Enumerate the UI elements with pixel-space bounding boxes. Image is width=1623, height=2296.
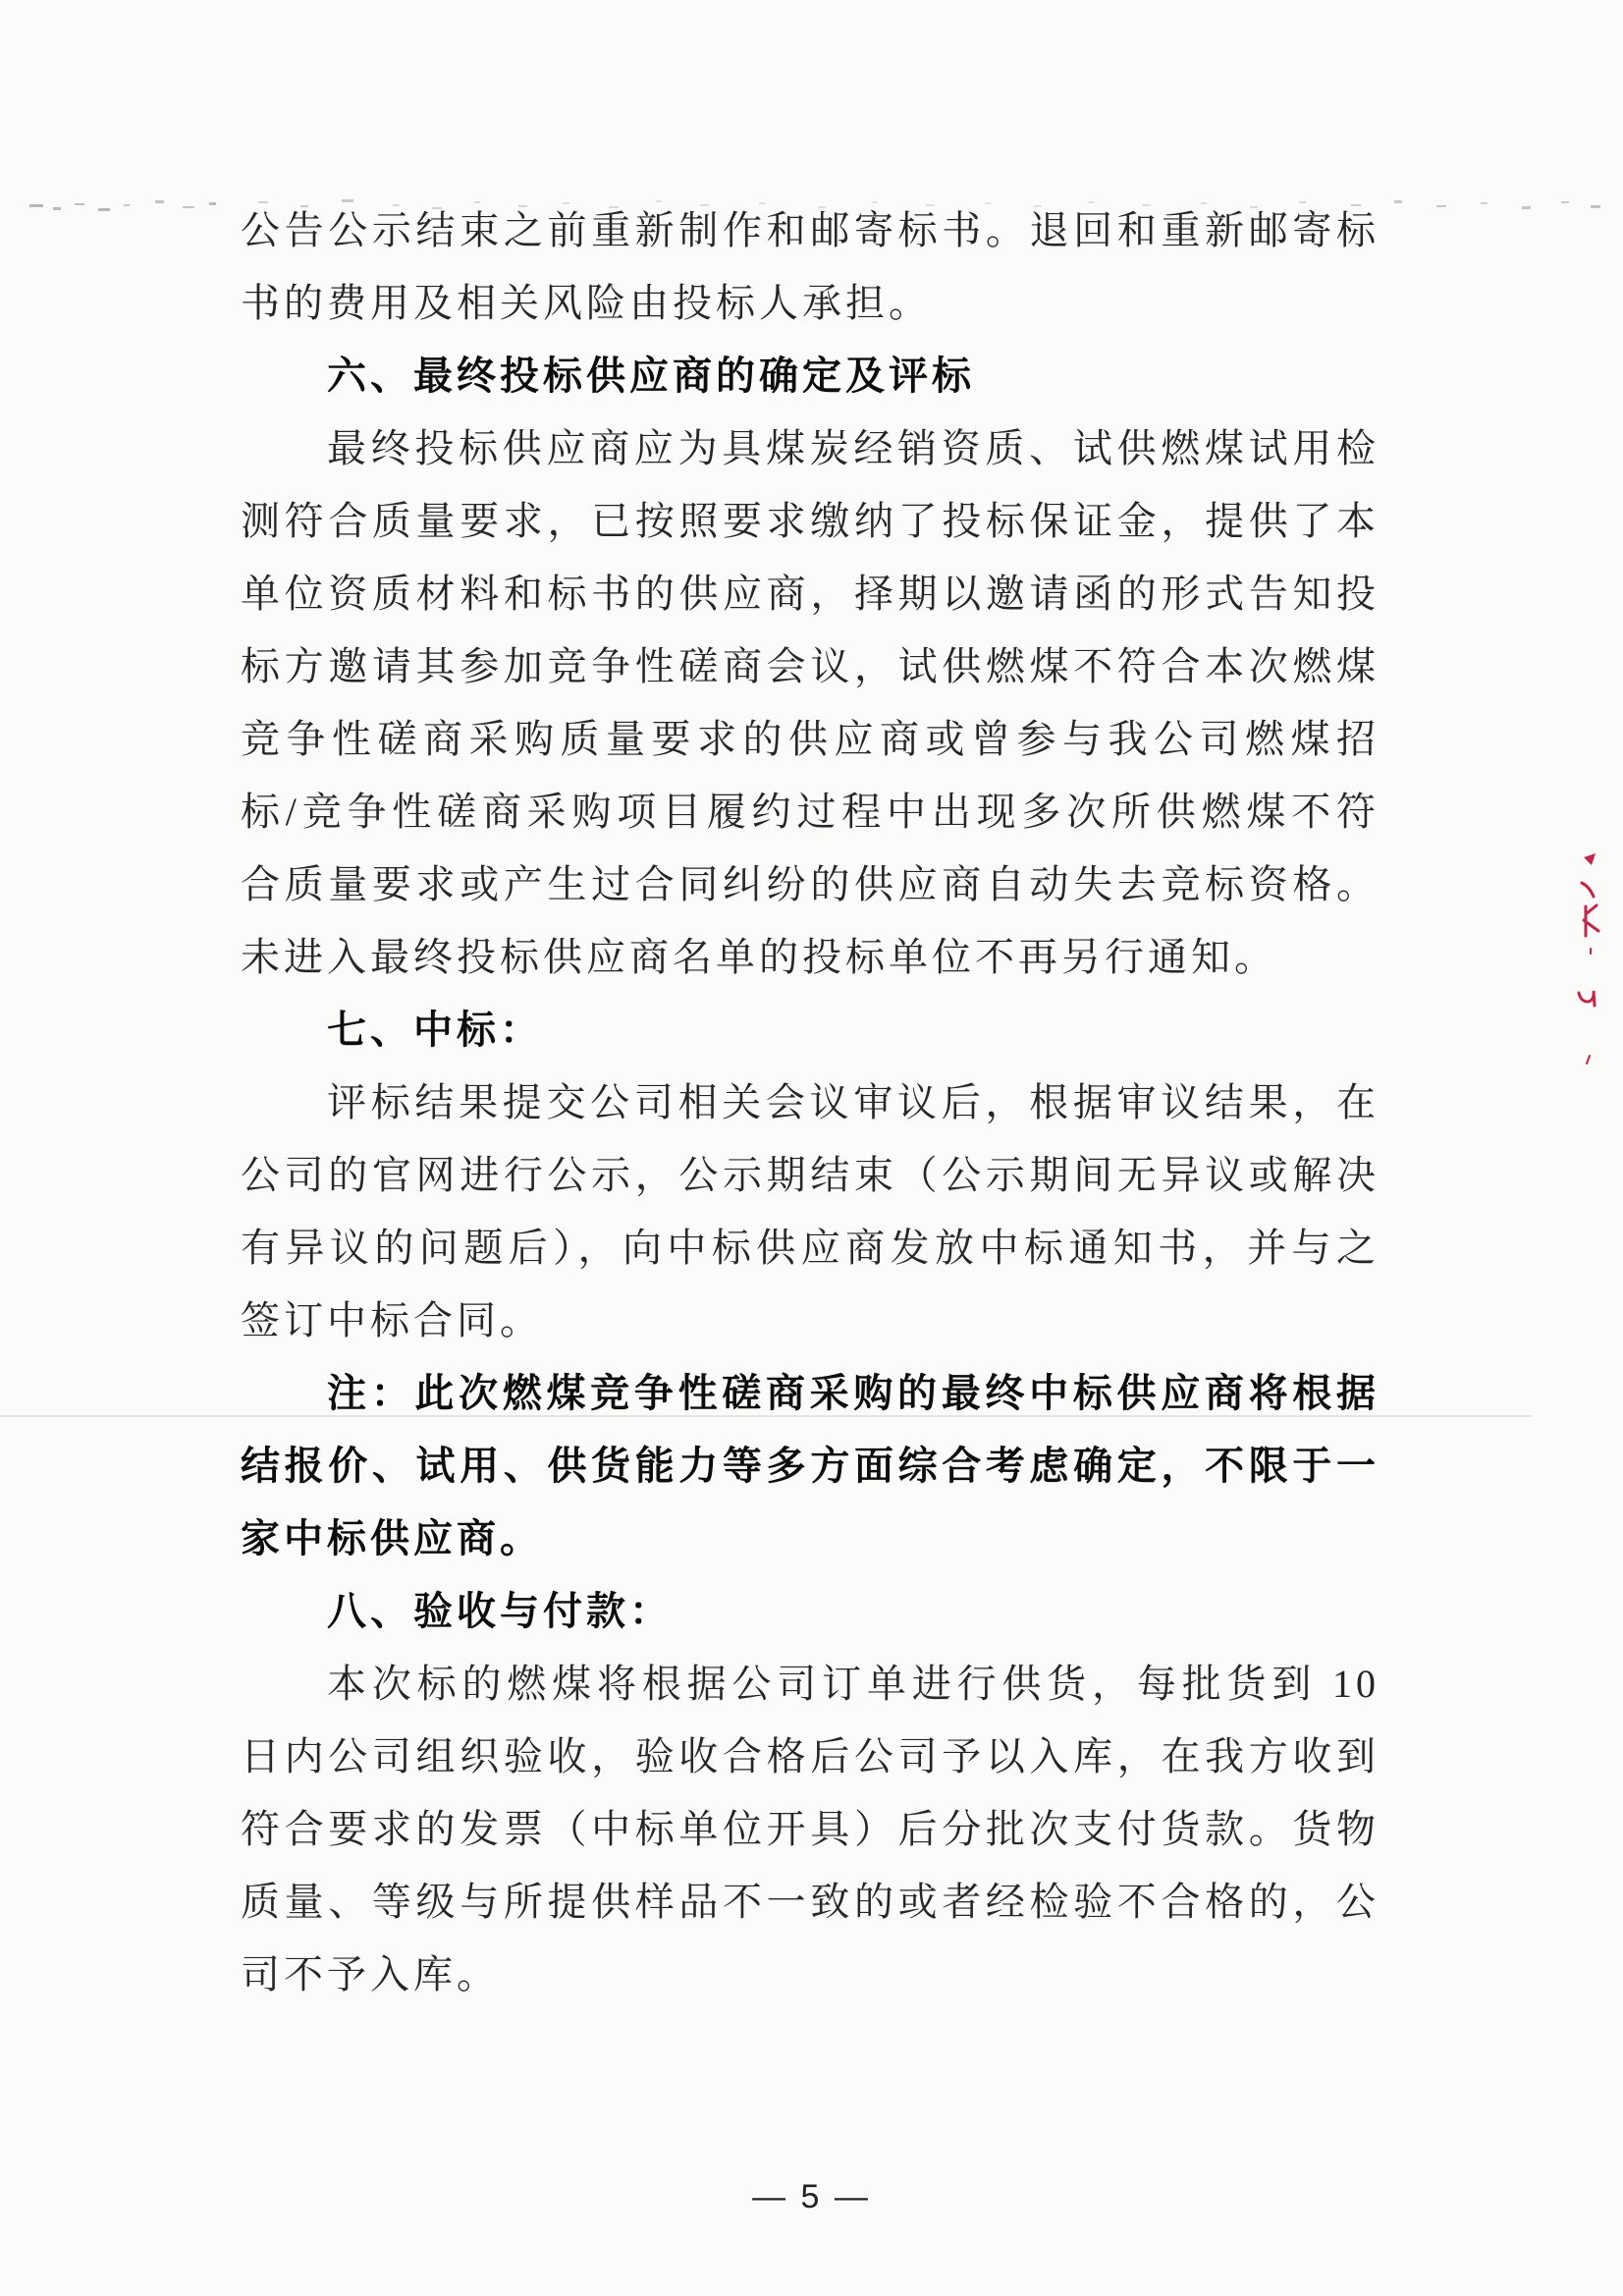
paragraph-line: 符合要求的发票（中标单位开具）后分批次支付货款。货物 xyxy=(241,1807,1380,1851)
note-line: 结报价、试用、供货能力等多方面综合考虑确定，不限于一 xyxy=(241,1444,1380,1488)
red-pen-margin-marks xyxy=(1566,849,1605,1070)
paragraph-line: 本次标的燃煤将根据公司订单进行供货，每批货到 10 xyxy=(327,1662,1380,1706)
section-heading-six: 六、最终投标供应商的确定及评标 xyxy=(327,354,975,398)
paragraph-line: 质量、等级与所提供样品不一致的或者经检验不合格的，公 xyxy=(241,1880,1380,1924)
paragraph-line: 标方邀请其参加竞争性磋商会议，试供燃煤不符合本次燃煤 xyxy=(241,644,1380,688)
pen-comma-mark xyxy=(1587,1056,1590,1064)
paragraph-line: 公司的官网进行公示，公示期结束（公示期间无异议或解决 xyxy=(241,1153,1380,1197)
paragraph-line: 测符合质量要求，已按照要求缴纳了投标保证金，提供了本 xyxy=(241,499,1380,543)
pen-check-mark xyxy=(1579,991,1595,1006)
paragraph-line: 单位资质材料和标书的供应商，择期以邀请函的形式告知投 xyxy=(241,572,1380,616)
paragraph-line: 合质量要求或产生过合同纠纷的供应商自动失去竞标资格。 xyxy=(241,862,1380,906)
paragraph-line: 公告公示结束之前重新制作和邮寄标书。退回和重新邮寄标 xyxy=(241,208,1380,252)
section-heading-eight: 八、验收与付款： xyxy=(327,1589,673,1633)
paragraph-line: 最终投标供应商应为具煤炭经销资质、试供燃煤试用检 xyxy=(327,426,1380,470)
paragraph-line: 评标结果提交公司相关会议审议后，根据审议结果，在 xyxy=(327,1080,1380,1124)
paragraph-line: 未进入最终投标供应商名单的投标单位不再另行通知。 xyxy=(241,935,1277,979)
pen-slash-mark xyxy=(1582,883,1594,897)
document-text-block xyxy=(241,194,1380,2011)
pen-blob-mark xyxy=(1584,853,1596,865)
pen-scribble-mark xyxy=(1584,905,1598,936)
paragraph-line: 签订中标合同。 xyxy=(241,1298,543,1342)
note-line: 家中标供应商。 xyxy=(241,1516,543,1560)
paragraph-line: 标/竞争性磋商采购项目履约过程中出现多次所供燃煤不符 xyxy=(241,790,1380,834)
paragraph-line: 书的费用及相关风险由投标人承担。 xyxy=(241,281,932,325)
paragraph-line: 司不予入库。 xyxy=(241,1952,500,1996)
paragraph-line: 日内公司组织验收，验收合格后公司予以入库，在我方收到 xyxy=(241,1734,1380,1778)
page-number: — 5 — xyxy=(752,2178,871,2215)
note-line: 注：此次燃煤竞争性磋商采购的最终中标供应商将根据 xyxy=(327,1371,1380,1415)
paragraph-line: 竞争性磋商采购质量要求的供应商或曾参与我公司燃煤招 xyxy=(241,717,1380,761)
paragraph-line: 有异议的问题后），向中标供应商发放中标通知书，并与之 xyxy=(241,1226,1380,1270)
section-heading-seven: 七、中标： xyxy=(327,1008,543,1052)
